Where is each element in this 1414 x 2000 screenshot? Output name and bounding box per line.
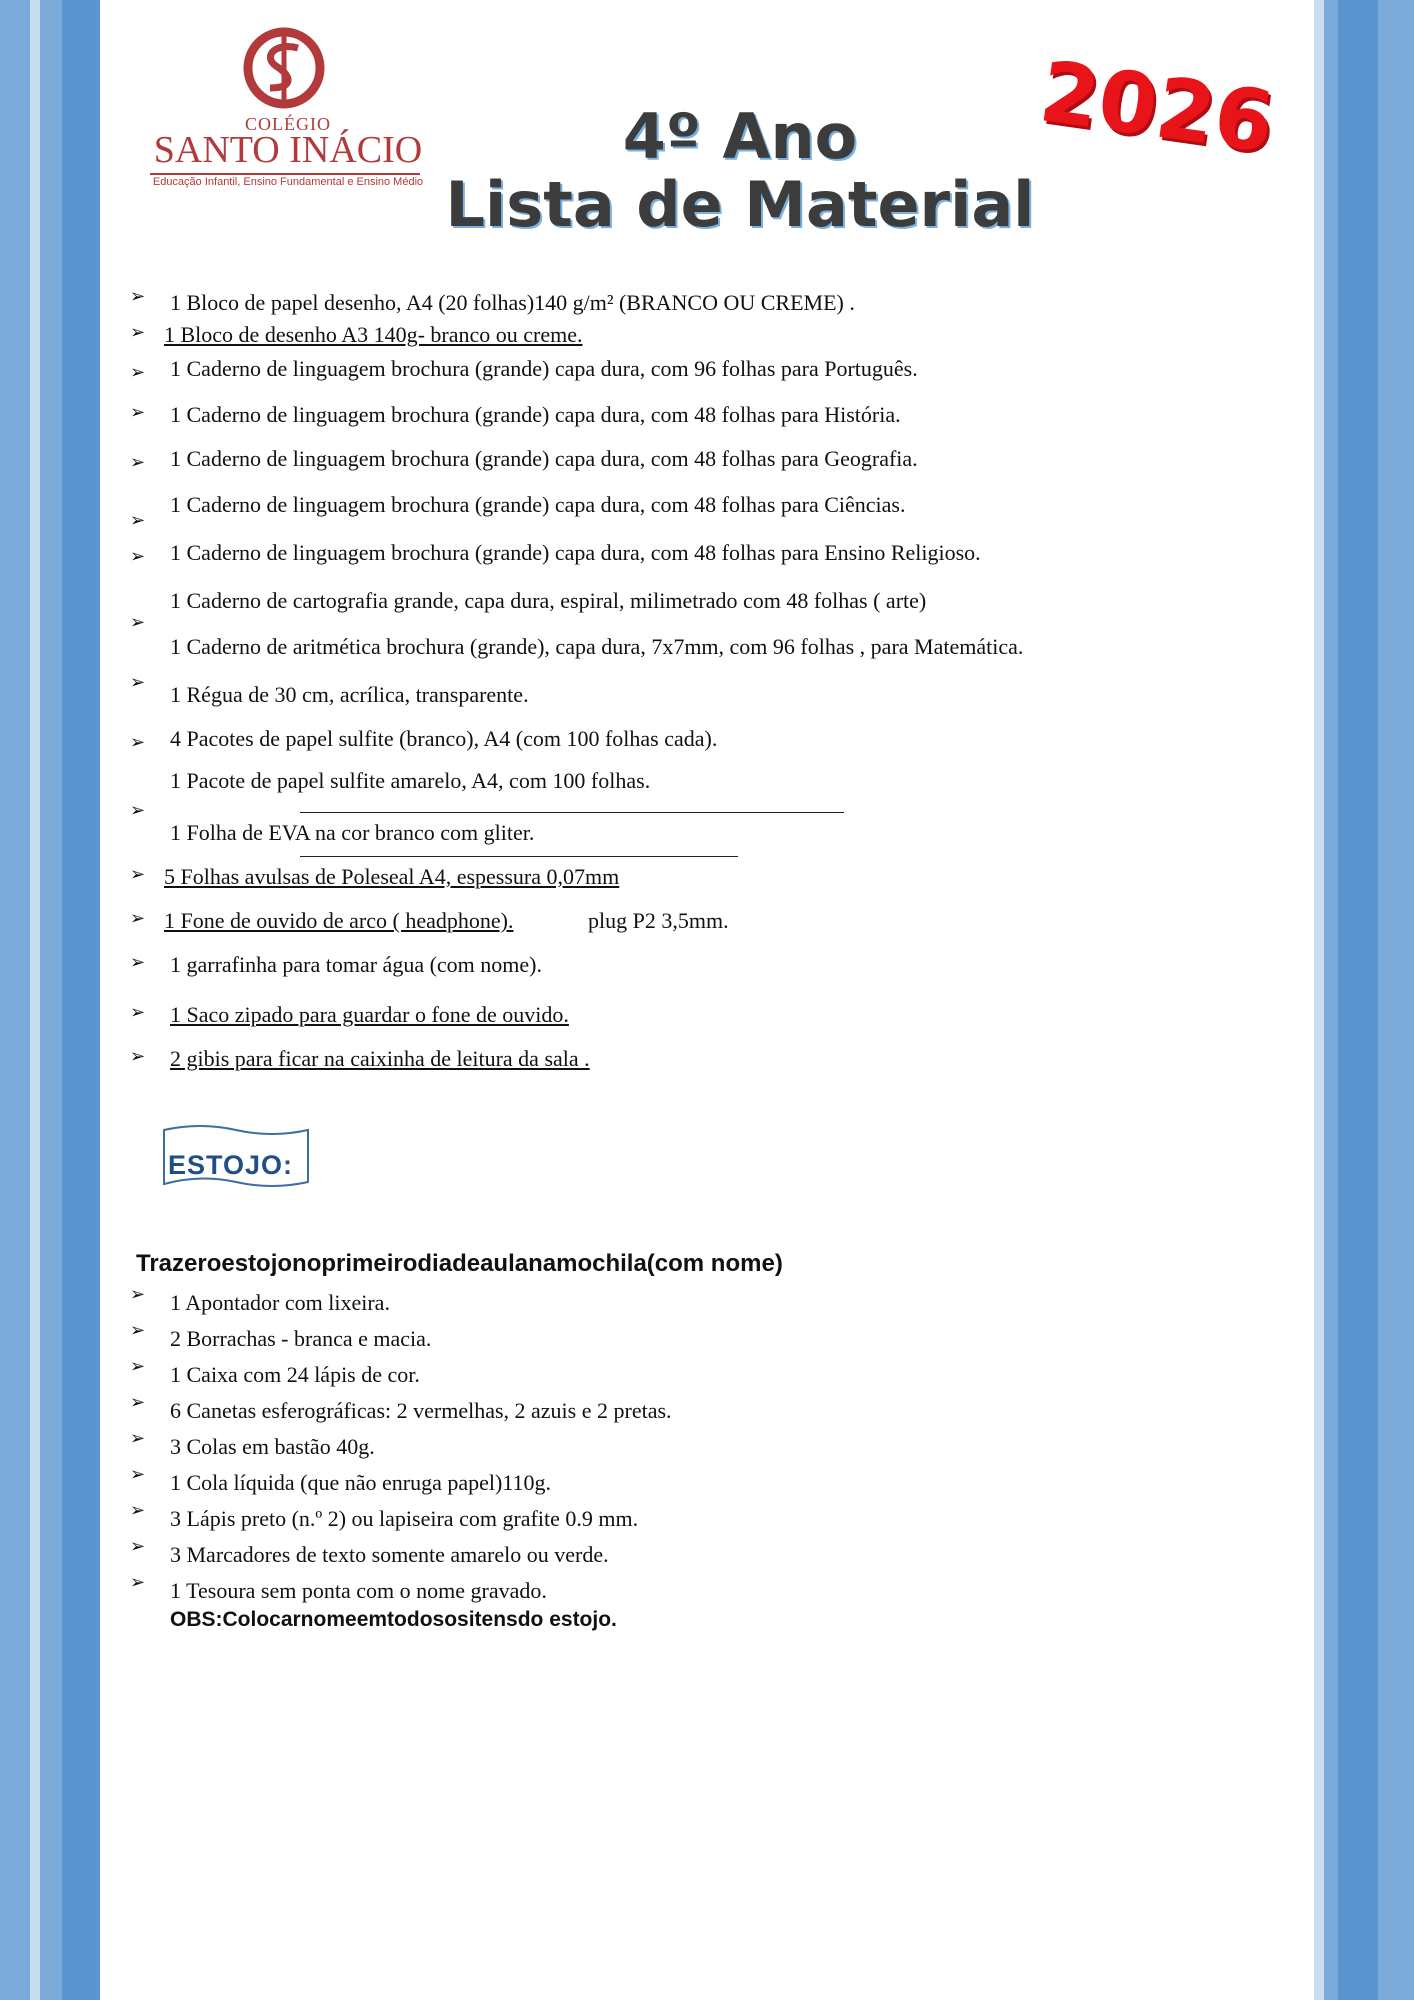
school-tagline: Educação Infantil, Ensino Fundamental e Ensino Médio [152,176,424,188]
logo-underline [150,173,420,175]
arrow-bullet-icon: ➢ [130,546,146,567]
left-stripe-highlight [30,0,40,2000]
arrow-bullet-icon: ➢ [130,612,146,633]
arrow-bullet-icon: ➢ [130,1392,146,1413]
arrow-bullet-icon: ➢ [130,1046,146,1067]
arrow-bullet-icon: ➢ [130,1356,146,1377]
arrow-bullet-icon: ➢ [130,1284,146,1305]
arrow-bullet-icon: ➢ [130,1536,146,1557]
underline-rule [300,812,844,813]
arrow-bullet-icon: ➢ [130,1572,146,1593]
left-stripe-inner [62,0,100,2000]
arrow-bullet-icon: ➢ [130,286,146,307]
case-obs-note: OBS:Colocarnomeemtodosositensdo estojo. [170,1608,617,1631]
arrow-bullet-icon: ➢ [130,1320,146,1341]
arrow-bullet-icon: ➢ [130,510,146,531]
year-badge: 2026 [1034,42,1280,172]
school-name: SANTO INÁCIO [153,129,423,171]
estojo-label: ESTOJO: [168,1150,294,1180]
arrow-bullet-icon: ➢ [130,864,146,885]
arrow-bullet-icon: ➢ [130,1002,146,1023]
arrow-bullet-icon: ➢ [130,800,146,821]
arrow-bullet-icon: ➢ [130,362,146,383]
arrow-bullet-icon: ➢ [130,952,146,973]
grade-title: 4º Ano [622,100,858,173]
underline-rule [300,856,738,857]
arrow-bullet-icon: ➢ [130,732,146,753]
arrow-bullet-icon: ➢ [130,322,146,343]
arrow-bullet-icon: ➢ [130,908,146,929]
arrow-bullet-icon: ➢ [130,1464,146,1485]
arrow-bullet-icon: ➢ [130,672,146,693]
arrow-bullet-icon: ➢ [130,452,146,473]
case-heading: Trazeroestojonoprimeirodiadeaulanamochila(com nome) [136,1250,783,1277]
arrow-bullet-icon: ➢ [130,1428,146,1449]
arrow-bullet-icon: ➢ [130,402,146,423]
school-emblem-icon [148,26,428,116]
list-title: Lista de Material [445,168,1035,241]
arrow-bullet-icon: ➢ [130,1500,146,1521]
right-stripe-highlight [1314,0,1324,2000]
school-prefix: COLÉGIO [245,114,331,134]
right-stripe-inner [1338,0,1378,2000]
school-logo [148,26,428,196]
